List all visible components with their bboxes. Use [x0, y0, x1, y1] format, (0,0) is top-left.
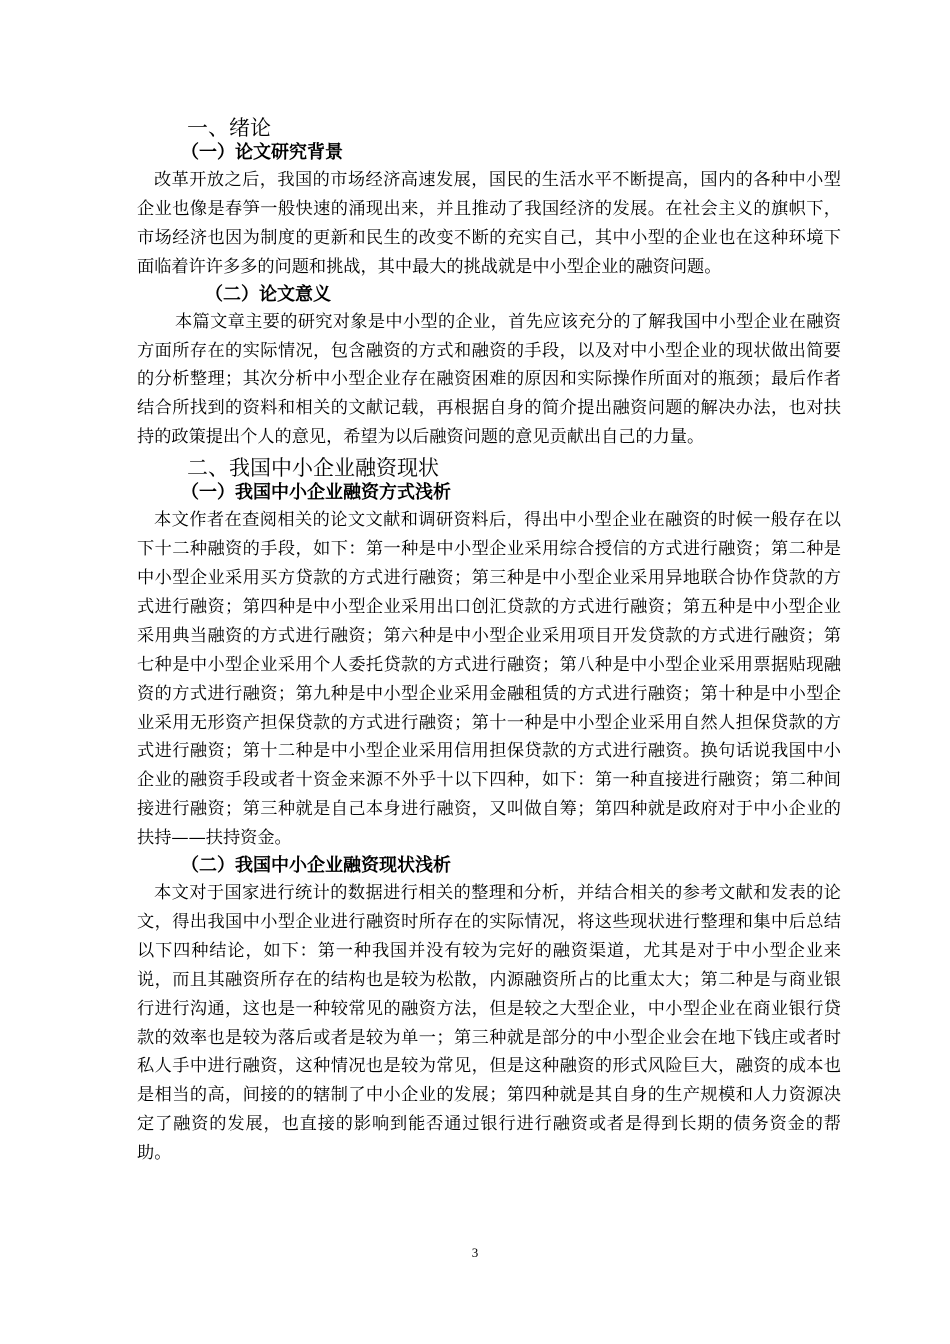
paragraph-financing-methods: 本文作者在查阅相关的论文文献和调研资料后，得出中小型企业在融资的时候一般存在以下十二种融资的手段，如下：第一种是中小型企业采用综合授信的方式进行融资；第二种是中小型企业采用买方贷款的方式进行融资；第三种是中小型企业采用异地联合协作贷款的方式进行融资；第四种是中小型企业采用出口创汇贷款的方式进行融资；第五种是中小型企业采用典当融资的方式进行融资；第六种是中小型企业采用项目开发贷款的方式进行融资；第七种是中小型企业采用个人委托贷款的方式进行融资；第八种是中小型企业采用票据贴现融资的方式进行融资；第九种是中小型企业采用金融租赁的方式进行融资；第十种是中小型企业采用无形资产担保贷款的方式进行融资；第十一种是中小型企业采用自然人担保贷款的方式进行融资；第十二种是中小型企业采用信用担保贷款的方式进行融资。换句话说我国中小企业的融资手段或者十资金来源不外乎十以下四种，如下：第一种直接进行融资；第二种间接进行融资；第三种就是自己本身进行融资，又叫做自筹；第四种就是政府对于中小企业的扶持——扶持资金。 — [137, 510, 841, 849]
page-number: 3 — [471, 1245, 479, 1260]
section-heading-1: 一、绪论 — [187, 116, 271, 140]
paragraph-financing-status: 本文对于国家进行统计的数据进行相关的整理和分析，并结合相关的参考文献和发表的论文，得出我国中小型企业进行融资时所存在的实际情况，将这些现状进行整理和集中后总结以下四种结论，如下：第一种我国并没有较为完好的融资渠道，尤其是对于中小型企业来说，而且其融资所存在的结构也是较为松散，内源融资所占的比重太大；第二种是与商业银行进行沟通，这也是一种较常见的融资方法，但是较之大型企业，中小型企业在商业银行贷款的效率也是较为落后或者是较为单一；第三种就是部分的中小型企业会在地下钱庄或者时私人手中进行融资，这种情况也是较为常见，但是这种融资的形式风险巨大，融资的成本也是相当的高，间接的的辖制了中小企业的发展；第四种就是其自身的生产规模和人力资源决定了融资的发展，也直接的影响到能否通过银行进行融资或者是得到长期的债务资金的帮助。 — [137, 883, 841, 1164]
subsection-heading-2-1: （一）我国中小企业融资方式浅析 — [181, 482, 451, 504]
document-page — [137, 112, 841, 1168]
section-heading-2: 二、我国中小企业融资现状 — [187, 456, 439, 481]
subsection-heading-1-2: （二）论文意义 — [205, 283, 331, 305]
subsection-heading-2-2: （二）我国中小企业融资现状浅析 — [181, 855, 451, 877]
subsection-heading-1-1: （一）论文研究背景 — [181, 142, 343, 163]
paragraph-research-background: 改革开放之后，我国的市场经济高速发展，国民的生活水平不断提高，国内的各种中小型企业也像是春笋一般快速的涌现出来，并且推动了我国经济的发展。在社会主义的旗帜下，市场经济也因为制度的更新和民生的改变不断的充实自己，其中小型的企业也在这种环境下面临着许许多多的问题和挑战，其中最大的挑战就是中小型企业的融资问题。 — [137, 170, 841, 277]
paragraph-significance: 本篇文章主要的研究对象是中小型的企业，首先应该充分的了解我国中小型企业在融资方面所存在的实际情况，包含融资的方式和融资的手段，以及对中小型企业的现状做出简要的分析整理；其次分析中小型企业存在融资困难的原因和实际操作所面对的瓶颈；最后作者结合所找到的资料和相关的文献记载，再根据自身的简介提出融资问题的解决办法，也对扶持的政策提出个人的意见，希望为以后融资问题的意见贡献出自己的力量。 — [137, 311, 841, 448]
